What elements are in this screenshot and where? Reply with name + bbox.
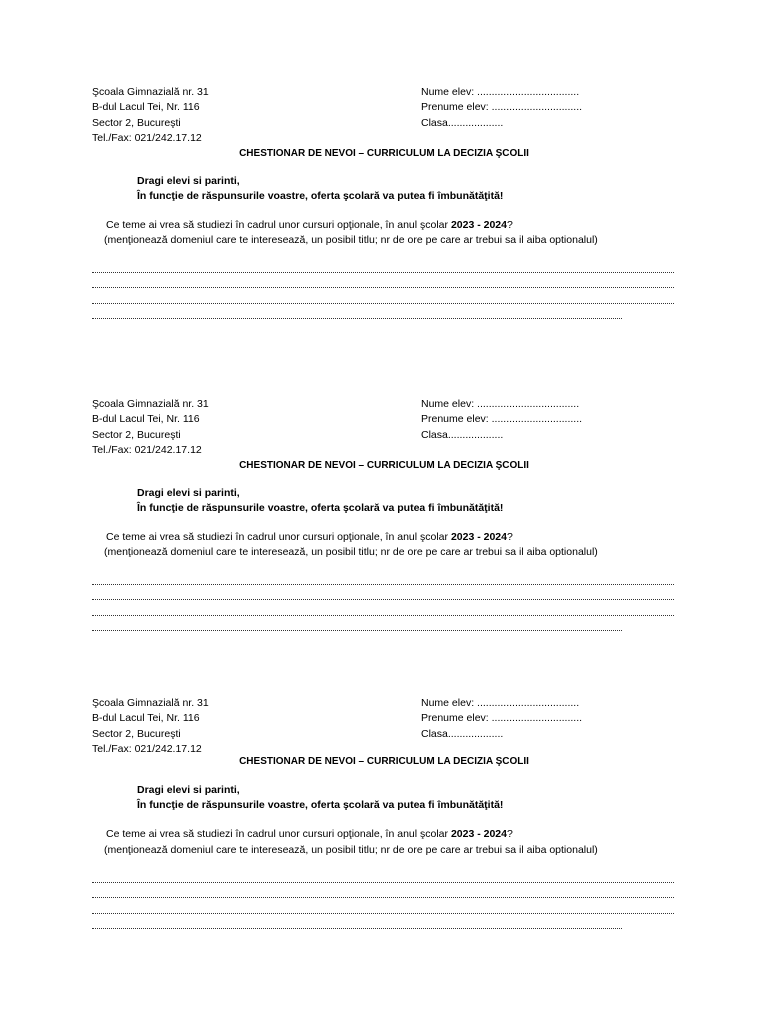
questionnaire-form-1 <box>0 0 768 280</box>
question-hint: (menţionează domeniul care te interesează, un posibil titlu; nr de ore pe care ar trebui sa il aiba optionalul) <box>104 234 598 246</box>
student-first-name-field[interactable]: Prenume elev: ............................... <box>421 101 583 113</box>
greeting-line-1: Dragi elevi si parinti, <box>137 487 240 499</box>
answer-line-2[interactable] <box>92 281 674 288</box>
greeting-line-1: Dragi elevi si parinti, <box>137 175 240 187</box>
greeting-line-2: În funcţie de răspunsurile voastre, oferta şcolară va putea fi îmbunătăţită! <box>137 799 504 811</box>
school-address: B-dul Lacul Tei, Nr. 116 <box>92 413 200 425</box>
form-title: CHESTIONAR DE NEVOI – CURRICULUM LA DECIZIA ŞCOLII <box>239 460 529 471</box>
student-first-name-field[interactable]: Prenume elev: ............................... <box>421 413 583 425</box>
question-mark: ? <box>507 531 513 543</box>
question-text-main: Ce teme ai vrea să studiezi în cadrul unor cursuri opţionale, în anul şcolar <box>106 219 451 231</box>
school-address: B-dul Lacul Tei, Nr. 116 <box>92 712 200 724</box>
form-title: CHESTIONAR DE NEVOI – CURRICULUM LA DECIZIA ŞCOLII <box>239 756 529 767</box>
question-mark: ? <box>507 219 513 231</box>
greeting-line-2: În funcţie de răspunsurile voastre, oferta şcolară va putea fi îmbunătăţită! <box>137 502 504 514</box>
school-sector: Sector 2, Bucureşti <box>92 117 181 129</box>
question-text <box>106 530 513 545</box>
school-name: Şcoala Gimnazială nr. 31 <box>92 398 209 410</box>
greeting-line-1: Dragi elevi si parinti, <box>137 784 240 796</box>
question-hint: (menţionează domeniul care te interesează, un posibil titlu; nr de ore pe care ar trebui sa il aiba optionalul) <box>104 844 598 856</box>
student-class-field[interactable]: Clasa................... <box>421 429 504 441</box>
school-address: B-dul Lacul Tei, Nr. 116 <box>92 101 200 113</box>
form-title: CHESTIONAR DE NEVOI – CURRICULUM LA DECIZIA ŞCOLII <box>239 148 529 159</box>
answer-line-1[interactable] <box>92 876 674 883</box>
school-phone: Tel./Fax: 021/242.17.12 <box>92 444 202 456</box>
question-text-main: Ce teme ai vrea să studiezi în cadrul unor cursuri opţionale, în anul şcolar <box>106 828 451 840</box>
school-phone: Tel./Fax: 021/242.17.12 <box>92 743 202 755</box>
student-last-name-field[interactable]: Nume elev: ................................... <box>421 697 580 709</box>
answer-line-1[interactable] <box>92 266 674 273</box>
answer-line-1[interactable] <box>92 578 674 585</box>
answer-line-4[interactable] <box>92 922 622 929</box>
school-name: Şcoala Gimnazială nr. 31 <box>92 86 209 98</box>
student-first-name-field[interactable]: Prenume elev: ............................... <box>421 712 583 724</box>
student-last-name-field[interactable]: Nume elev: ................................... <box>421 398 580 410</box>
school-year: 2023 - 2024 <box>450 828 507 840</box>
school-phone: Tel./Fax: 021/242.17.12 <box>92 132 202 144</box>
school-name: Şcoala Gimnazială nr. 31 <box>92 697 209 709</box>
student-last-name-field[interactable]: Nume elev: ................................... <box>421 86 580 98</box>
school-sector: Sector 2, Bucureşti <box>92 728 181 740</box>
question-text <box>106 218 513 233</box>
question-text <box>106 827 513 842</box>
student-class-field[interactable]: Clasa................... <box>421 117 504 129</box>
question-mark: ? <box>507 828 513 840</box>
school-sector: Sector 2, Bucureşti <box>92 429 181 441</box>
student-class-field[interactable]: Clasa................... <box>421 728 504 740</box>
questionnaire-form-2 <box>0 312 768 592</box>
greeting-line-2: În funcţie de răspunsurile voastre, oferta şcolară va putea fi îmbunătăţită! <box>137 190 504 202</box>
question-hint: (menţionează domeniul care te interesează, un posibil titlu; nr de ore pe care ar trebui sa il aiba optionalul) <box>104 546 598 558</box>
questionnaire-form-3 <box>0 611 768 891</box>
answer-line-2[interactable] <box>92 593 674 600</box>
school-year: 2023 - 2024 <box>450 531 507 543</box>
answer-line-3[interactable] <box>92 297 674 304</box>
answer-line-2[interactable] <box>92 891 674 898</box>
school-year: 2023 - 2024 <box>450 219 507 231</box>
question-text-main: Ce teme ai vrea să studiezi în cadrul unor cursuri opţionale, în anul şcolar <box>106 531 451 543</box>
answer-line-3[interactable] <box>92 907 674 914</box>
